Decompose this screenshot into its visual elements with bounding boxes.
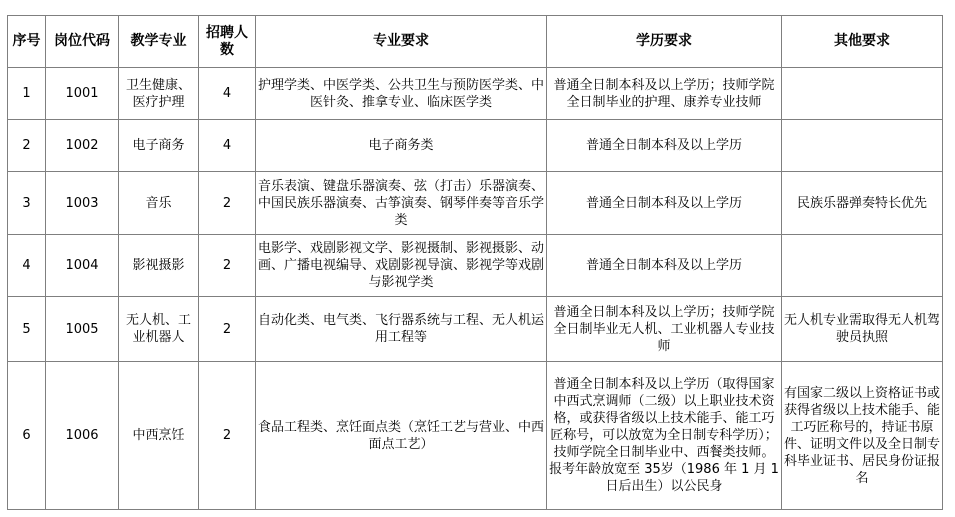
cell-edu	[547, 362, 782, 510]
header-code: 岗位代码	[46, 16, 119, 68]
cell-num: 4	[8, 235, 46, 297]
header-major: 教学专业	[119, 16, 199, 68]
cell-code: 1006	[46, 362, 119, 510]
cell-other: 民族乐器弹奏特长优先	[782, 172, 943, 235]
table-row	[8, 235, 943, 297]
cell-num: 5	[8, 297, 46, 362]
cell-code: 1005	[46, 297, 119, 362]
cell-major: 无人机、工业机器人	[119, 297, 199, 362]
cell-edu: 普通全日制本科及以上学历；技师学院全日制毕业的护理、康养专业技师	[547, 68, 782, 120]
cell-num: 1	[8, 68, 46, 120]
cell-major: 电子商务	[119, 120, 199, 172]
table-row	[8, 297, 943, 362]
cell-major: 卫生健康、医疗护理	[119, 68, 199, 120]
cell-edu: 普通全日制本科及以上学历	[547, 172, 782, 235]
header-req: 专业要求	[256, 16, 547, 68]
cell-other-text: 有国家二级以上资格证书或获得省级以上技术能手、能工巧匠称号的，持证书原件、证明文件以及全日制专科毕业证书、居民身份证报名	[784, 385, 940, 486]
header-other: 其他要求	[782, 16, 943, 68]
header-edu: 学历要求	[547, 16, 782, 68]
cell-num: 2	[8, 120, 46, 172]
cell-other: 无人机专业需取得无人机驾驶员执照	[782, 297, 943, 362]
cell-req: 音乐表演、键盘乐器演奏、弦（打击）乐器演奏、中国民族乐器演奏、古筝演奏、钢琴伴奏等音乐学类	[256, 172, 547, 235]
header-num: 序号	[8, 16, 46, 68]
cell-code: 1003	[46, 172, 119, 235]
cell-req: 食品工程类、烹饪面点类（烹饪工艺与营业、中西面点工艺）	[256, 362, 547, 510]
cell-num: 3	[8, 172, 46, 235]
cell-count: 4	[199, 120, 256, 172]
cell-count: 2	[199, 235, 256, 297]
cell-req: 电影学、戏剧影视文学、影视摄制、影视摄影、动画、广播电视编导、戏剧影视导演、影视学等戏剧与影视学类	[256, 235, 547, 297]
header-row	[8, 16, 943, 68]
cell-count: 2	[199, 172, 256, 235]
cell-count: 2	[199, 297, 256, 362]
cell-major: 音乐	[119, 172, 199, 235]
cell-count: 4	[199, 68, 256, 120]
cell-other	[782, 362, 943, 510]
table-row	[8, 172, 943, 235]
cell-code: 1004	[46, 235, 119, 297]
header-count: 招聘人数	[199, 16, 256, 68]
table-row	[8, 68, 943, 120]
table-row	[8, 362, 943, 510]
cell-code: 1001	[46, 68, 119, 120]
cell-count: 2	[199, 362, 256, 510]
cell-req: 自动化类、电气类、飞行器系统与工程、无人机运用工程等	[256, 297, 547, 362]
cell-req: 电子商务类	[256, 120, 547, 172]
cell-major: 中西烹饪	[119, 362, 199, 510]
cell-code: 1002	[46, 120, 119, 172]
cell-edu-text: 普通全日制本科及以上学历（取得国家中西式烹调师（二级）以上职业技术资格，或获得省级以上技术能手、能工巧匠称号，可以放宽为全日制专科学历）；技师学院全日制毕业中、西餐类技师。报考年龄放宽至 35岁（1986 年 1 月 1 日后出生）以公民身	[549, 377, 779, 494]
cell-edu: 普通全日制本科及以上学历	[547, 235, 782, 297]
cell-num: 6	[8, 362, 46, 510]
cell-req: 护理学类、中医学类、公共卫生与预防医学类、中医针灸、推拿专业、临床医学类	[256, 68, 547, 120]
cell-other	[782, 68, 943, 120]
cell-major: 影视摄影	[119, 235, 199, 297]
cell-other	[782, 120, 943, 172]
cell-other	[782, 235, 943, 297]
table-row	[8, 120, 943, 172]
cell-edu: 普通全日制本科及以上学历	[547, 120, 782, 172]
cell-edu: 普通全日制本科及以上学历；技师学院全日制毕业无人机、工业机器人专业技师	[547, 297, 782, 362]
recruitment-table	[7, 15, 943, 510]
